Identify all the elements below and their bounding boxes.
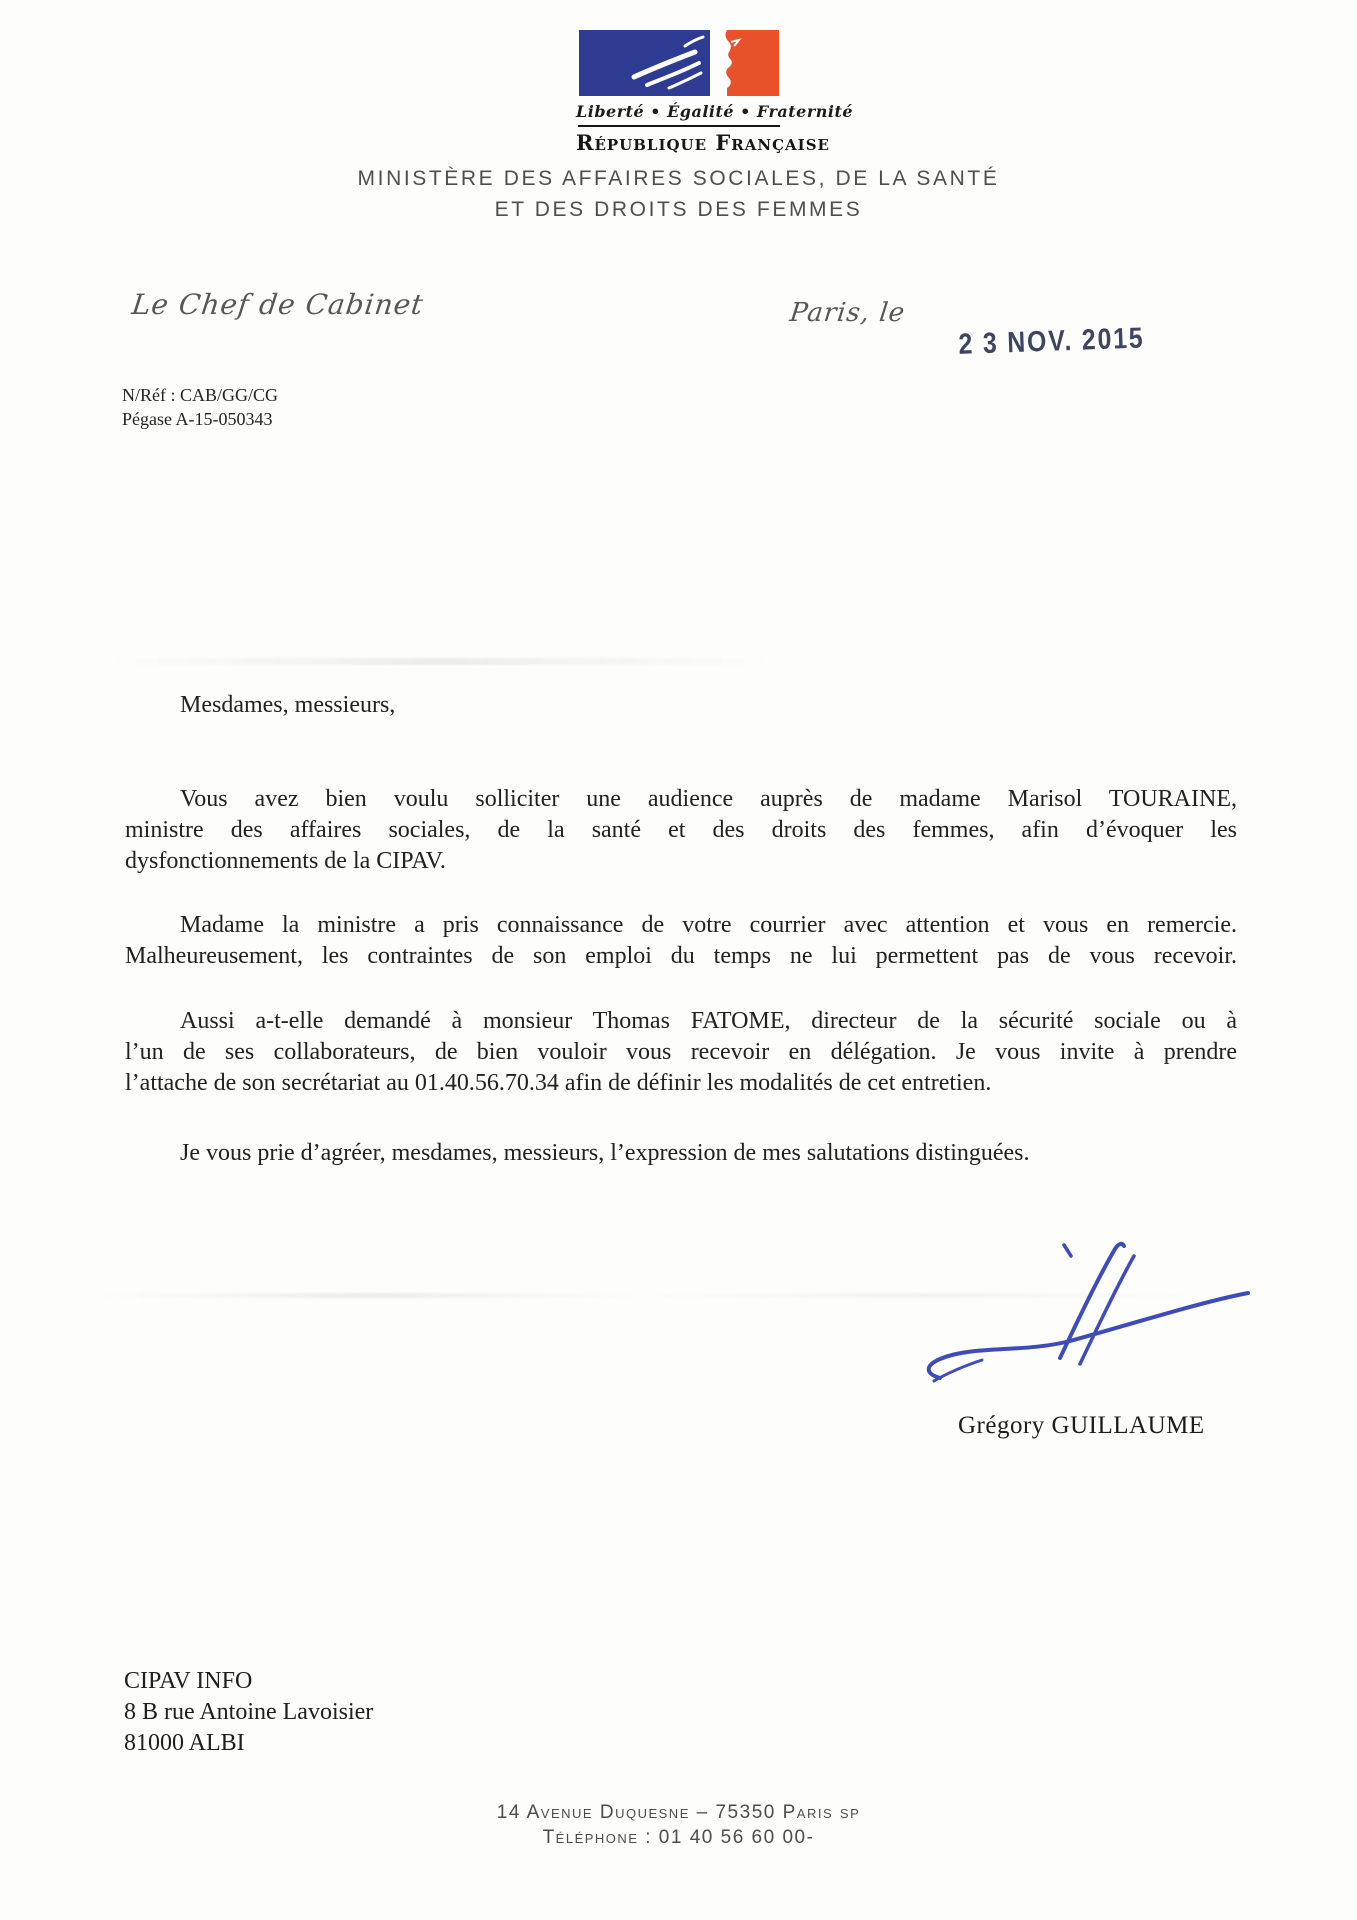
paragraph-2	[125, 910, 1237, 972]
reference-line-1: N/Réf : CAB/GG/CG	[122, 385, 279, 405]
letterhead	[0, 30, 1357, 155]
scan-smudge	[110, 658, 770, 665]
ministry-line-2: ET DES DROITS DES FEMMES	[494, 198, 863, 221]
ministry-heading	[0, 163, 1357, 225]
paragraph-line: l’un de ses collaborateurs, de bien vouloir vous recevoir en délégation. Je vous invite à prendre	[125, 1039, 1237, 1065]
paragraph-1	[125, 784, 1237, 877]
scan-smudge	[100, 1293, 640, 1298]
reference-line-2: Pégase A-15-050343	[122, 409, 273, 429]
reference-block	[122, 383, 278, 431]
ministry-line-1: MINISTÈRE DES AFFAIRES SOCIALES, DE LA SANTÉ	[357, 167, 1000, 190]
recipient-line-2: 8 B rue Antoine Lavoisier	[124, 1699, 374, 1725]
place-and-date-line: Paris, le	[788, 298, 907, 328]
paragraph-line: Madame la ministre a pris connaissance de votre courrier avec attention et vous en remercie.	[180, 912, 1237, 938]
logo-rule	[578, 125, 780, 127]
logo-republic: République Française	[576, 130, 830, 155]
republique-francaise-logo	[576, 30, 854, 155]
recipient-line-1: CIPAV INFO	[124, 1668, 253, 1694]
recipient-line-3: 81000 ALBI	[124, 1730, 245, 1756]
paragraph-line: ministre des affaires sociales, de la santé et des droits des femmes, afin d’évoquer les	[125, 817, 1237, 843]
sender-title: Le Chef de Cabinet	[129, 288, 426, 321]
closing-formula: Je vous prie d’agréer, mesdames, messieurs, l’expression de mes salutations distinguées.	[180, 1140, 1030, 1166]
signer-name: Grégory GUILLAUME	[958, 1412, 1205, 1439]
date-stamp: 2 3 NOV. 2015	[958, 321, 1145, 361]
paragraph-line: Aussi a-t-elle demandé à monsieur Thomas FATOME, directeur de la sécurité sociale ou à	[180, 1008, 1237, 1034]
paragraph-line: Malheureusement, les contraintes de son emploi du temps ne lui permettent pas de vous recevoir.	[125, 943, 1237, 969]
footer-address	[0, 1800, 1357, 1850]
paragraph-line: l’attache de son secrétariat au 01.40.56.70.34 afin de définir les modalités de cet entretien.	[125, 1070, 992, 1096]
paragraph-line: Vous avez bien voulu solliciter une audience auprès de madame Marisol TOURAINE,	[180, 786, 1237, 812]
handwritten-signature	[912, 1236, 1262, 1391]
salutation: Mesdames, messieurs,	[180, 692, 396, 718]
paragraph-line: dysfonctionnements de la CIPAV.	[125, 848, 446, 874]
footer-line-2: Téléphone : 01 40 56 60 00-	[542, 1827, 815, 1848]
recipient-address	[124, 1666, 373, 1759]
marianne-flag-icon	[576, 30, 781, 96]
paragraph-3	[125, 1006, 1237, 1099]
logo-motto: Liberté • Égalité • Fraternité	[576, 102, 854, 121]
footer-line-1: 14 Avenue Duquesne – 75350 Paris sp	[496, 1802, 861, 1823]
